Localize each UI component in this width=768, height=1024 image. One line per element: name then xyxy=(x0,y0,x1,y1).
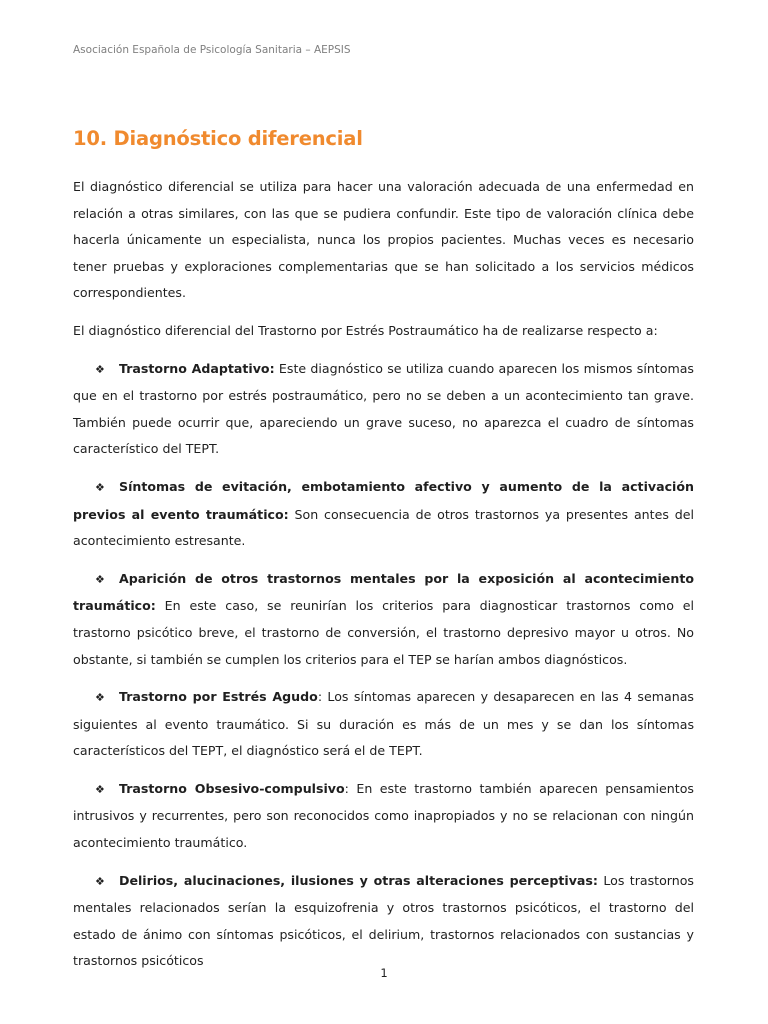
list-item xyxy=(73,356,694,463)
diamond-bullet-icon: ❖ xyxy=(95,782,105,796)
list-item-text: Los trastornos mentales relacionados serían la esquizofrenia y otros trastornos psicóticos, el trastorno del estado de ánimo con síntomas psicóticos, el delirium, trastornos relacionados con sustancias y trastornos psicóticos xyxy=(73,872,694,969)
diamond-bullet-icon: ❖ xyxy=(95,362,105,376)
list-item-term: Trastorno por Estrés Agudo xyxy=(119,689,318,705)
list-item-text: Son consecuencia de otros trastornos ya presentes antes del acontecimiento estresante. xyxy=(73,506,694,549)
diamond-bullet-icon: ❖ xyxy=(95,691,105,705)
running-header: Asociación Española de Psicología Sanitaria – AEPSIS xyxy=(73,44,351,56)
list-item xyxy=(73,776,694,857)
list-item-term: Aparición de otros trastornos mentales por la exposición al acontecimiento traumático: xyxy=(73,570,694,614)
list-item-text: Este diagnóstico se utiliza cuando aparecen los mismos síntomas que en el trastorno por estrés postraumático, pero no se deben a un acontecimiento tan grave. También puede ocurrir que, apareciendo un grave suceso, no aparezca el cuadro de síntomas característico del TEPT. xyxy=(73,360,694,457)
list-item-text: : En este trastorno también aparecen pensamientos intrusivos y recurrentes, pero son reconocidos como inapropiados y no se relacionan con ningún acontecimiento traumático. xyxy=(73,780,694,851)
page-number: 1 xyxy=(380,966,388,980)
list-item-term: Delirios, alucinaciones, ilusiones y otras alteraciones perceptivas: xyxy=(119,872,598,888)
list-item-text: En este caso, se reunirían los criterios para diagnosticar trastornos como el trastorno psicótico breve, el trastorno de conversión, el trastorno depresivo mayor u otros. No obstante, si también se cumplen los criterios para el TEP se harían ambos diagnósticos. xyxy=(73,598,694,667)
list-item xyxy=(73,684,694,765)
list-item-term: Trastorno Obsesivo-compulsivo xyxy=(119,780,345,796)
list-item xyxy=(73,474,694,555)
document-body xyxy=(73,174,694,986)
diamond-bullet-icon: ❖ xyxy=(95,874,105,888)
section-heading: 10. Diagnóstico diferencial xyxy=(73,127,363,150)
intro-paragraph: El diagnóstico diferencial se utiliza para hacer una valoración adecuada de una enfermedad en relación a otras similares, con las que se pudiera confundir. Este tipo de valoración clínica debe hacerla únicamente un especialista, nunca los propios pacientes. Muchas veces es necesario tener pruebas y exploraciones complementarias que se han solicitado a los servicios médicos correspondientes. xyxy=(73,179,694,301)
list-item xyxy=(73,566,694,673)
list-item-term: Trastorno Adaptativo: xyxy=(119,360,275,376)
list-item-term: Síntomas de evitación, embotamiento afectivo y aumento de la activación previos al evento traumático: xyxy=(73,478,694,522)
diamond-bullet-icon: ❖ xyxy=(95,480,105,494)
list-item xyxy=(73,868,694,975)
diamond-bullet-icon: ❖ xyxy=(95,572,105,586)
intro-list-lead: El diagnóstico diferencial del Trastorno por Estrés Postraumático ha de realizarse respecto a: xyxy=(73,322,658,338)
list-item-text: : Los síntomas aparecen y desaparecen en las 4 semanas siguientes al evento traumático. Si su duración es más de un mes y se dan los síntomas característicos del TEPT, el diagnóstico será el de TEPT. xyxy=(73,689,694,759)
